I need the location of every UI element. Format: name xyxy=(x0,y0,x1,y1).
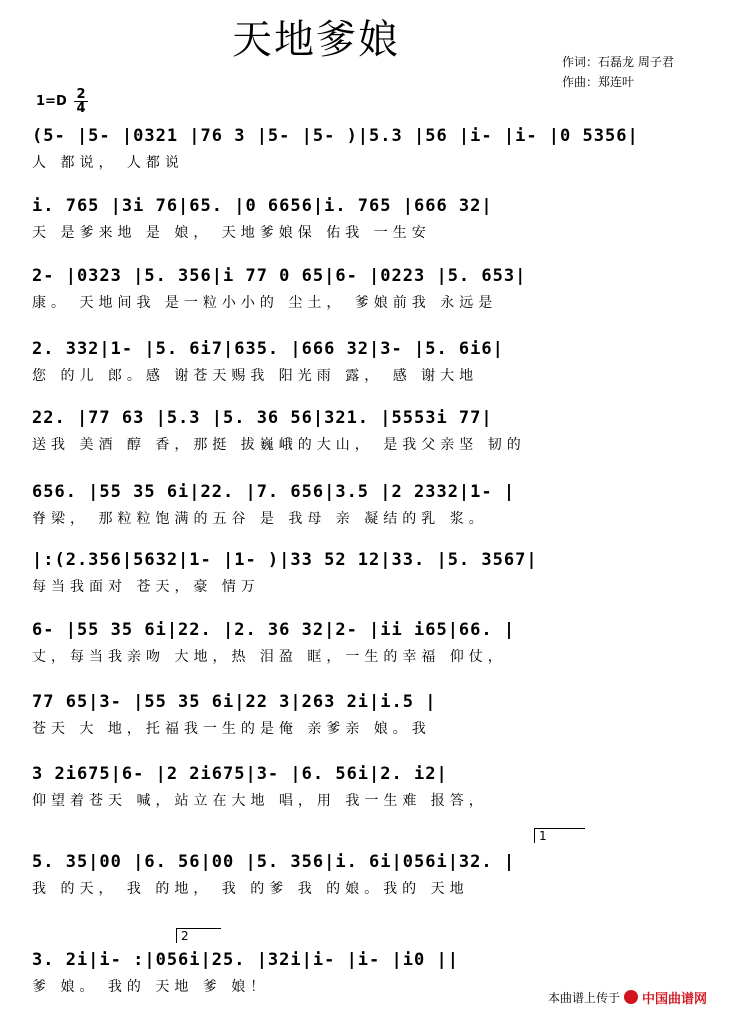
composer: 作曲：郑连叶 xyxy=(562,75,635,89)
time-sig-bottom: 4 xyxy=(74,101,88,115)
lyrics-line: 您 的儿 郎。感 谢苍天赐我 阳光雨 露， 感 谢大地 xyxy=(32,368,479,384)
score-line xyxy=(32,335,696,389)
key-signature: 1=D xyxy=(36,94,67,109)
notes-line: 22. |77 63 |5.3 |5. 36 56|321. |5553i 77| xyxy=(32,408,493,428)
score-line xyxy=(32,404,696,458)
time-signature xyxy=(74,88,88,115)
lyrics-line: 天 是爹来地 是 娘， 天地爹娘保 佑我 一生安 xyxy=(32,225,431,241)
notes-line: i. 765 |3i 76|65. |0 6656|i. 765 |666 32| xyxy=(32,196,493,216)
score-line xyxy=(32,616,696,670)
volta-first-ending: 1 xyxy=(534,828,585,843)
lyrics-line: 康。 天地间我 是一粒小小的 尘土， 爹娘前我 永远是 xyxy=(32,295,498,311)
time-sig-top: 2 xyxy=(76,87,86,102)
notes-line: |:(2.356|5632|1- |1- )|33 52 12|33. |5. 3567| xyxy=(32,550,538,570)
lyrics-line: 脊梁， 那粒粒饱满的五谷 是 我母 亲 凝结的乳 浆。 xyxy=(32,511,488,527)
notes-line: 2. 332|1- |5. 6i7|635. |666 32|3- |5. 6i6| xyxy=(32,339,504,359)
score-line xyxy=(32,262,696,316)
notes-line: 6- |55 35 6i|22. |2. 36 32|2- |ii i65|66. | xyxy=(32,620,516,640)
score-line xyxy=(32,946,548,1000)
lyrics-line: 人 都说， 人都说 xyxy=(32,155,184,171)
lyrics-line: 丈，每当我亲吻 大地，热 泪盈 眶，一生的幸福 仰仗， xyxy=(32,649,507,665)
notes-line: 3 2i675|6- |2 2i675|3- |6. 56i|2. i2| xyxy=(32,764,448,784)
volta-second-ending: 2 xyxy=(176,928,221,943)
footer xyxy=(548,986,733,1008)
lyricist: 作词：石磊龙 周子君 xyxy=(562,55,674,69)
lyrics-line: 苍天 大 地，托福我一生的是俺 亲爹亲 娘。我 xyxy=(32,721,431,737)
notes-line: (5- |5- |0321 |76 3 |5- |5- )|5.3 |56 |i- |i- |0 5356| xyxy=(32,126,639,146)
notes-line: 656. |55 35 6i|22. |7. 656|3.5 |2 2332|1- | xyxy=(32,482,516,502)
score-title: 天地爹娘 xyxy=(232,17,400,63)
notes-line: 77 65|3- |55 35 6i|22 3|263 2i|i.5 | xyxy=(32,692,437,712)
score-line xyxy=(32,478,696,532)
score-line xyxy=(32,688,696,742)
lyrics-line: 我 的天， 我 的地， 我 的爹 我 的娘。我的 天地 xyxy=(32,881,469,897)
score-line xyxy=(32,760,696,814)
site-logo-icon xyxy=(624,990,638,1004)
lyrics-line: 送我 美酒 醇 香，那挺 拔巍峨的大山， 是我父亲坚 韧的 xyxy=(32,437,526,453)
lyrics-line: 仰望着苍天 喊，站立在大地 唱，用 我一生难 报答， xyxy=(32,793,488,809)
score-line xyxy=(32,122,696,176)
notes-line: 2- |0323 |5. 356|i 77 0 65|6- |0223 |5. 653| xyxy=(32,266,527,286)
score-line xyxy=(32,546,696,600)
lyrics-line: 每当我面对 苍天，豪 情万 xyxy=(32,579,260,595)
credits xyxy=(562,52,674,92)
notes-line: 5. 35|00 |6. 56|00 |5. 356|i. 6i|056i|32. | xyxy=(32,852,516,872)
lyrics-line: 爹 娘。 我的 天地 爹 娘！ xyxy=(32,979,270,995)
score-line xyxy=(32,848,696,902)
score-line xyxy=(32,192,696,246)
footer-text: 本曲谱上传于 xyxy=(548,990,621,1005)
site-logo-text[interactable]: 中国曲谱网 xyxy=(642,991,708,1007)
notes-line: 3. 2i|i- :|056i|25. |32i|i- |i- |i0 || xyxy=(32,950,459,970)
